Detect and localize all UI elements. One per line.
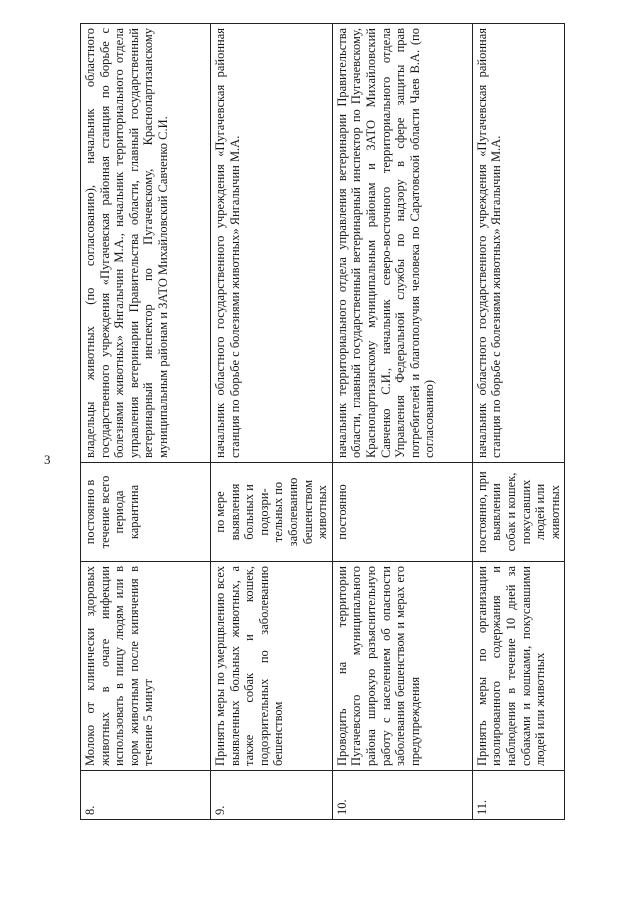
row-number: 11. (472, 771, 565, 820)
table-row (332, 24, 472, 820)
responsible-text: владельцы животных (по согласованию), начальник областного государственного учреждения «Пугачевская районная станция по борьбе с болезнями животных» Янгалычин М.А., начальник территориального отдела управления ветеринарии Правительства области, главный государственный ветеринарный инспектор по Пугачевскому, Краснопартизанскому муниципальным районам и ЗАТО Михайловский Савченко С.И. (81, 24, 211, 463)
table-row (81, 24, 211, 820)
term-text: по мере выявления больных и подозри-тельных по заболеванию бешенством животных (211, 463, 333, 562)
table-row (211, 24, 333, 820)
measures-table (80, 23, 565, 820)
measure-text: Проводить на территории Пугачевского муниципального района широкую разъяснительную работу с населением об опасности заболевания бешенством и мерах его предупреждения (332, 562, 472, 771)
responsible-text: начальник территориального отдела управления ветеринарии Правительства области, главный государственный ветеринарный инспектор по Пугачевскому, Краснопартизанскому муниципальным районам и ЗАТО Михайловский Савченко С.И., начальник северо-восточного территориального отдела Управления Федеральной службы по надзору в сфере защиты прав потребителей и благополучия человека по Саратовской области Чаев В.А. (по согласованию) (332, 24, 472, 463)
measure-text: Молоко от клинически здоровых животных в очаге инфекции использовать в пищу людям или в корм животным после кипячения в течение 5 минут (81, 562, 211, 771)
term-text: постоянно (332, 463, 472, 562)
term-text: постоянно в течение всего периода карантина (81, 463, 211, 562)
responsible-text: начальник областного государственного учреждения «Пугачевская районная станция по борьбе с болезнями животных» Янгалычин М.А. (211, 24, 333, 463)
rotated-table-sheet (80, 28, 562, 820)
table-row (472, 24, 565, 820)
page-number: 3 (44, 452, 51, 467)
row-number: 8. (81, 771, 211, 820)
row-number: 9. (211, 771, 333, 820)
measure-text: Принять меры по организации изолированного содержания и наблюдения в течение 10 дней за собаками и кошками, покусавшими людей или животных (472, 562, 565, 771)
row-number: 10. (332, 771, 472, 820)
responsible-text: начальник областного государственного учреждения «Пугачевская районная станция по борьбе с болезнями животных» Янгалычин М.А. (472, 24, 565, 463)
term-text: постоянно, при выявлении собак и кошек, покусавших людей или животных (472, 463, 565, 562)
measure-text: Принять меры по умерщвлению всех выявленных больных животных, а также собак и кошек, подозрительных по заболеванию бешенством (211, 562, 333, 771)
